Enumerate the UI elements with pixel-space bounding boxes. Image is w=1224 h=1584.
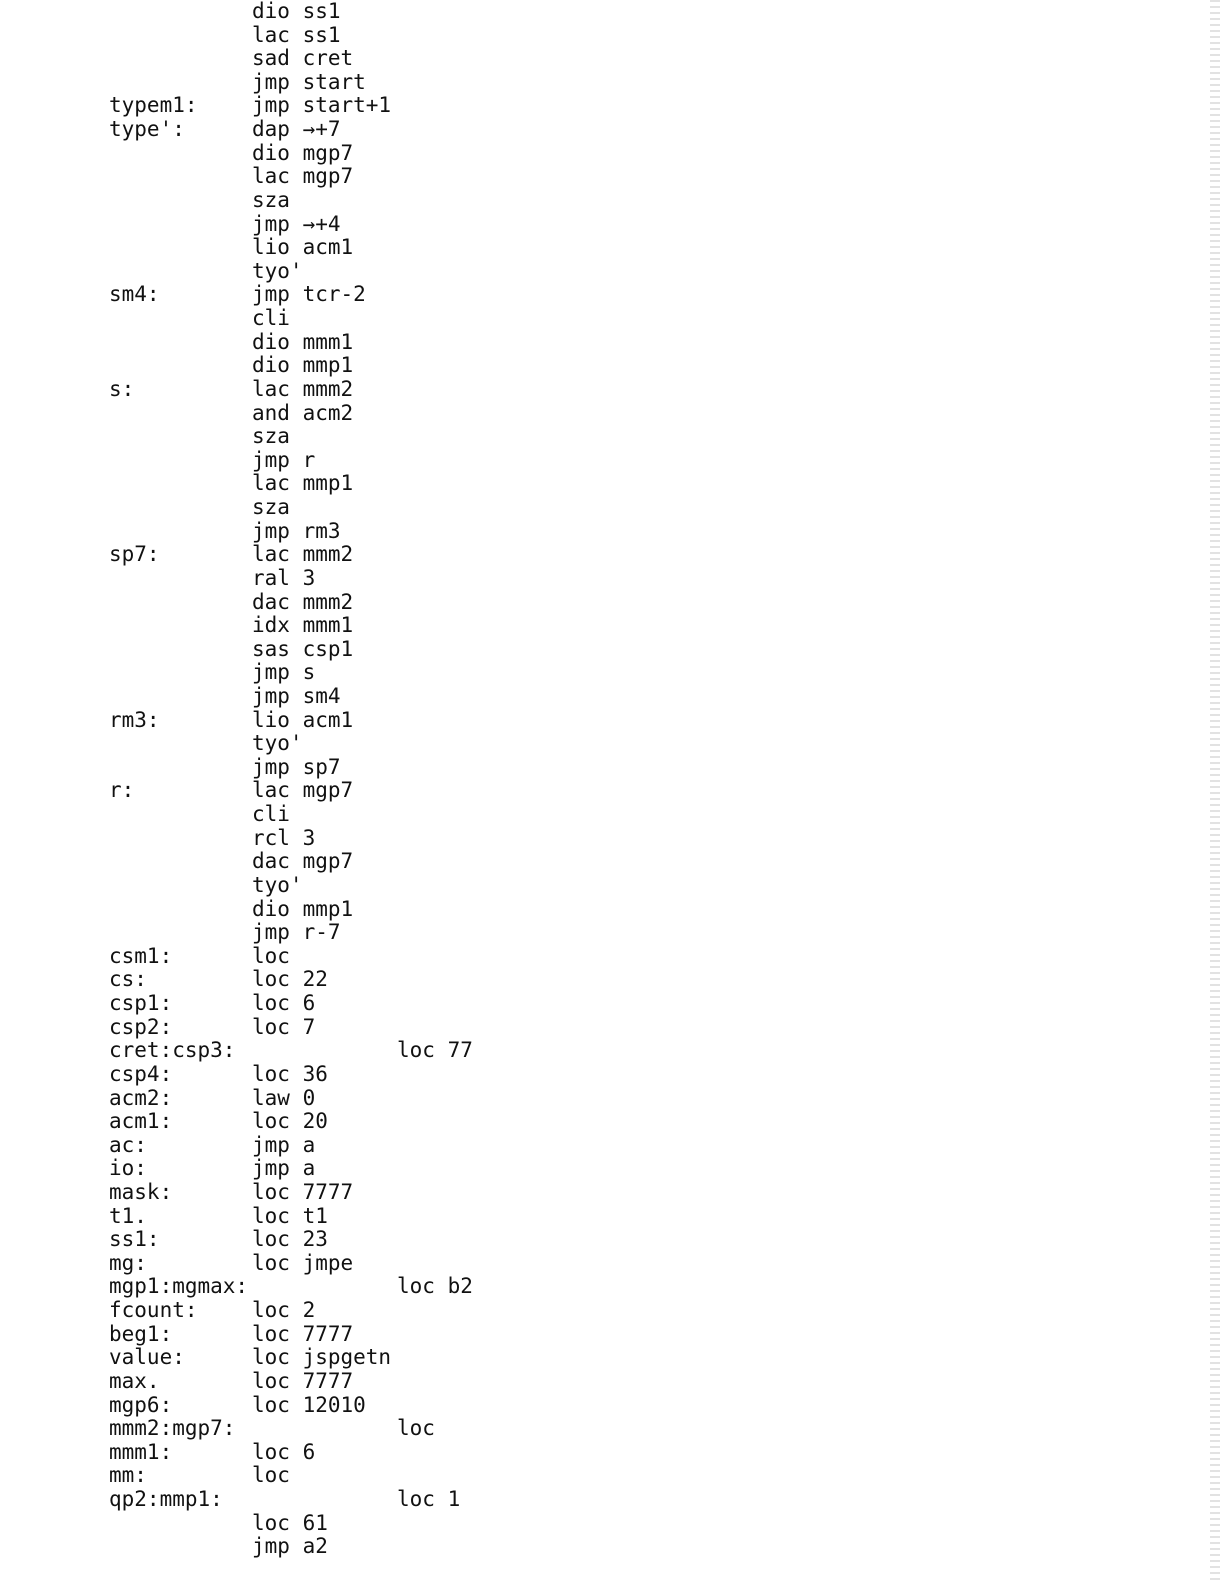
code-line [0,1370,560,1394]
code-line [0,165,560,189]
code-line [0,1228,560,1252]
code-label: csp1: [109,991,173,1016]
code-label: csp2: [109,1014,173,1039]
code-instruction: law 0 [252,1085,316,1110]
code-instruction: jmp →+4 [252,211,341,236]
code-label: mask: [109,1180,173,1204]
code-line [0,213,560,237]
code-line [0,1157,560,1181]
code-instruction: jmp a2 [252,1534,328,1559]
code-line [0,732,560,756]
code-line [0,874,560,898]
code-label: type': [109,117,185,142]
code-line [0,1087,560,1111]
code-line [0,236,560,260]
code-label: mg: [109,1250,147,1275]
code-instruction: dio mmp1 [252,896,354,921]
code-instruction: jmp start [252,69,366,94]
code-instruction: sza [252,495,290,520]
code-line [0,1346,560,1370]
code-line [0,354,560,378]
code-label: mgp1:mgmax: [109,1274,249,1299]
code-line [0,283,560,307]
code-label: csp4: [109,1061,173,1086]
code-line [0,1205,560,1229]
code-line [0,118,560,142]
page-edge-texture [1210,0,1220,1584]
code-instruction: jmp r-7 [252,920,341,945]
code-line [0,968,560,992]
code-label: s: [109,376,135,401]
code-instruction: loc [252,943,290,968]
code-instruction: loc 6 [252,1439,316,1464]
code-label: acm1: [109,1109,173,1134]
code-instruction: lac ss1 [252,22,341,47]
code-label: r: [109,778,135,803]
code-instruction: loc 7777 [252,1180,354,1204]
code-line [0,496,560,520]
code-label: mmm1: [109,1439,173,1464]
code-instruction: loc t1 [252,1203,328,1228]
code-line [0,1252,560,1276]
code-line [0,449,560,473]
code-line [0,567,560,591]
code-line [0,992,560,1016]
code-line [0,614,560,638]
code-instruction: loc 20 [252,1109,328,1134]
code-instruction: loc 1 [397,1487,461,1512]
code-label: cs: [109,967,147,992]
code-instruction: lio acm1 [252,235,354,260]
code-instruction: lac mmm2 [252,376,354,401]
code-instruction: tyo' [252,731,303,756]
code-instruction: jmp s [252,660,316,685]
code-line [0,1535,560,1559]
code-line [0,1464,560,1488]
code-label: csm1: [109,943,173,968]
code-instruction: loc jmpe [252,1250,354,1275]
code-instruction: loc 7777 [252,1368,354,1393]
code-instruction: and acm2 [252,400,354,425]
code-label: io: [109,1156,147,1181]
code-line [0,1299,560,1323]
code-line [0,1488,560,1512]
code-label: mm: [109,1463,147,1488]
code-label: sp7: [109,542,160,567]
code-instruction: lac mmp1 [252,471,354,496]
code-line [0,638,560,662]
code-line [0,661,560,685]
code-label: max. [109,1368,160,1393]
code-instruction: jmp rm3 [252,518,341,543]
code-line [0,1512,560,1536]
code-instruction: lac mmm2 [252,542,354,567]
code-line [0,827,560,851]
code-instruction: lio acm1 [252,707,354,732]
code-label: fcount: [109,1298,198,1323]
code-instruction: tyo' [252,872,303,897]
code-instruction: loc 77 [397,1038,473,1063]
code-line [0,0,560,24]
code-label: beg1: [109,1321,173,1346]
code-line [0,1275,560,1299]
code-line [0,47,560,71]
code-instruction: lac mgp7 [252,778,354,803]
code-instruction: jmp r [252,447,316,472]
code-instruction: loc 23 [252,1227,328,1252]
code-line [0,71,560,95]
code-instruction: tyo' [252,258,303,283]
code-instruction: loc [252,1463,290,1488]
code-line [0,779,560,803]
code-instruction: loc 7 [252,1014,316,1039]
code-line [0,1323,560,1347]
code-label: sm4: [109,282,160,307]
code-instruction: idx mmm1 [252,613,354,638]
code-line [0,945,560,969]
code-instruction: jmp a [252,1132,316,1157]
code-line [0,921,560,945]
code-label: rm3: [109,707,160,732]
code-instruction: dio mmm1 [252,329,354,354]
code-label: ss1: [109,1227,160,1252]
code-instruction: loc jspgetn [252,1345,392,1370]
code-instruction: cli [252,802,290,827]
code-line [0,472,560,496]
code-line [0,142,560,166]
code-line [0,1441,560,1465]
code-instruction: lac mgp7 [252,164,354,189]
code-instruction: dio mgp7 [252,140,354,165]
code-instruction: dap →+7 [252,117,341,142]
code-instruction: loc 6 [252,991,316,1016]
code-instruction: loc 2 [252,1298,316,1323]
code-instruction: loc b2 [397,1274,473,1299]
code-instruction: rcl 3 [252,825,316,850]
code-line [0,1181,560,1205]
code-label: qp2:mmp1: [109,1487,223,1512]
code-instruction: sad cret [252,46,354,71]
code-instruction: sza [252,424,290,449]
code-instruction: sza [252,187,290,212]
code-instruction: dio mmp1 [252,353,354,378]
code-instruction: jmp sm4 [252,683,341,708]
code-instruction: loc 7777 [252,1321,354,1346]
code-instruction: loc 36 [252,1061,328,1086]
code-line [0,1016,560,1040]
code-instruction: sas csp1 [252,636,354,661]
code-instruction: dio ss1 [252,0,341,23]
code-line [0,850,560,874]
code-instruction: jmp tcr-2 [252,282,366,307]
code-instruction: dac mmm2 [252,589,354,614]
code-label: value: [109,1345,185,1370]
code-line [0,94,560,118]
code-instruction: loc 22 [252,967,328,992]
code-line [0,24,560,48]
code-instruction: cli [252,306,290,331]
code-instruction: loc [397,1416,435,1441]
code-instruction: loc 12010 [252,1392,366,1417]
code-line [0,709,560,733]
code-instruction: jmp a [252,1156,316,1181]
code-line [0,260,560,284]
code-label: acm2: [109,1085,173,1110]
code-label: typem1: [109,93,198,118]
code-line [0,685,560,709]
code-label: mmm2:mgp7: [109,1416,236,1441]
code-line [0,543,560,567]
code-line [0,1134,560,1158]
code-line [0,1039,560,1063]
code-instruction: dac mgp7 [252,849,354,874]
code-line [0,189,560,213]
code-line [0,378,560,402]
code-line [0,307,560,331]
code-line [0,898,560,922]
code-line [0,591,560,615]
code-line [0,1394,560,1418]
code-line [0,425,560,449]
code-line [0,756,560,780]
code-label: t1. [109,1203,147,1228]
code-instruction: jmp sp7 [252,754,341,779]
code-label: mgp6: [109,1392,173,1417]
code-line [0,1417,560,1441]
code-line [0,520,560,544]
code-line [0,1110,560,1134]
code-label: cret:csp3: [109,1038,236,1063]
code-line [0,402,560,426]
code-line [0,331,560,355]
code-line [0,1063,560,1087]
code-label: ac: [109,1132,147,1157]
code-instruction: ral 3 [252,565,316,590]
code-instruction: loc 61 [252,1510,328,1535]
code-instruction: jmp start+1 [252,93,392,118]
code-line [0,803,560,827]
